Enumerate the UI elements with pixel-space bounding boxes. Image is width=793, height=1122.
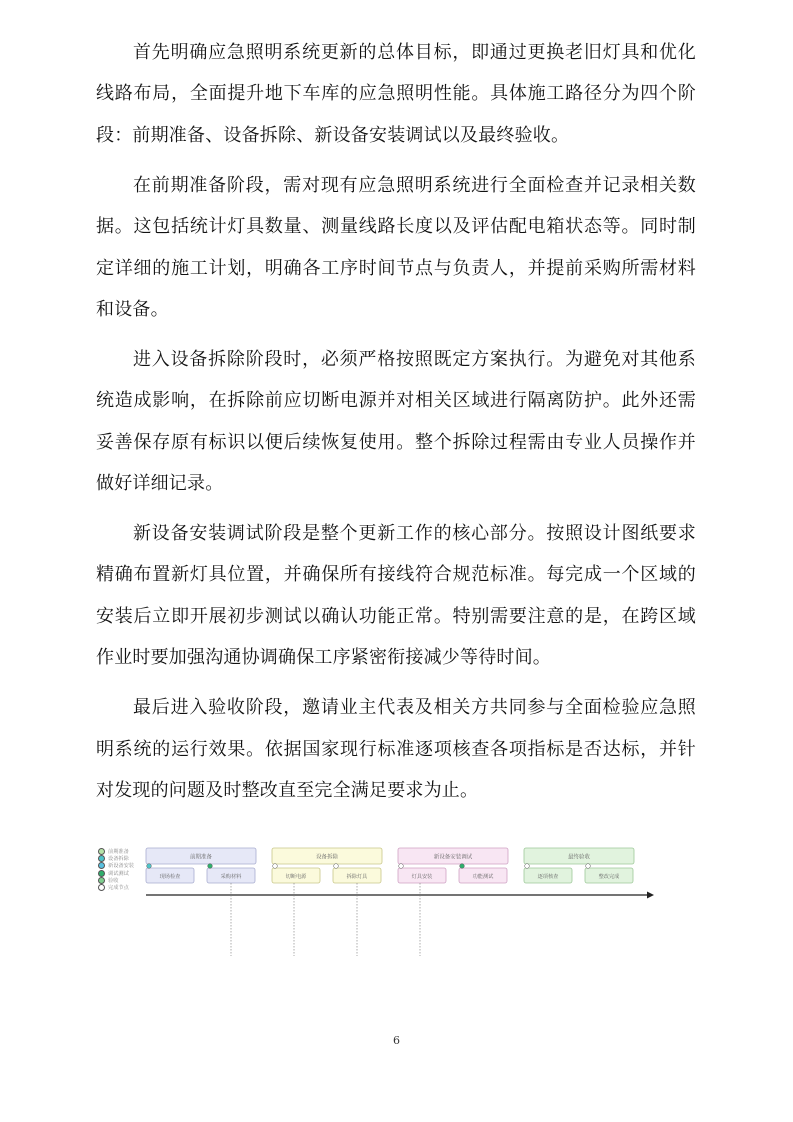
- construction-timeline-diagram: [90, 838, 660, 964]
- timeline-arrow-icon: [647, 892, 654, 899]
- phases-layer: [146, 848, 634, 956]
- legend-label: 新设备安装: [108, 863, 134, 870]
- phase-label: 前期准备: [189, 854, 213, 861]
- paragraph-1: 首先明确应急照明系统更新的总体目标，即通过更换老旧灯具和优化线路布局，全面提升地下车库的应急照明性能。具体施工路径分为四个阶段：前期准备、设备拆除、新设备安装调试以及最终验收。: [96, 42, 696, 146]
- task-marker-icon: [208, 864, 213, 869]
- page-number: 6: [393, 1034, 400, 1047]
- body-text: [96, 32, 696, 820]
- phase-label: 新设备安装调试: [433, 854, 473, 861]
- phase-label: 设备拆除: [315, 854, 339, 861]
- legend-label: 设备拆除: [108, 856, 129, 863]
- paragraph-5: 最后进入验收阶段，邀请业主代表及相关方共同参与全面检验应急照明系统的运行效果。依据国家现行标准逐项核查各项指标是否达标，并针对发现的问题及时整改直至完全满足要求为止。: [96, 697, 696, 801]
- task-label: 逐项核查: [537, 874, 559, 880]
- task-marker-icon: [525, 864, 530, 869]
- paragraph-2: 在前期准备阶段，需对现有应急照明系统进行全面检查并记录相关数据。这包括统计灯具数量、测量线路长度以及评估配电箱状态等。同时制定详细的施工计划，明确各工序时间节点与负责人，并提前采购所需材料和设备。: [96, 174, 696, 320]
- paragraph-4: 新设备安装调试阶段是整个更新工作的核心部分。按照设计图纸要求精确布置新灯具位置，并确保所有接线符合规范标准。每完成一个区域的安装后立即开展初步测试以确认功能正常。特别需要注意的是，在跨区域作业时要加强沟通协调确保工序紧密衔接减少等待时间。: [96, 522, 696, 669]
- legend-label: 验收: [108, 877, 119, 884]
- task-marker-icon: [586, 864, 591, 869]
- legend-label: 调试测试: [108, 870, 129, 877]
- task-label: 功能测试: [472, 874, 494, 880]
- task-marker-icon: [460, 864, 465, 869]
- task-marker-icon: [147, 864, 152, 869]
- legend-label: 完成节点: [108, 885, 129, 892]
- task-label: 切断电源: [285, 874, 307, 880]
- legend-label: 前期准备: [108, 849, 129, 856]
- task-label: 灯具安装: [411, 874, 433, 880]
- task-marker-icon: [273, 864, 278, 869]
- phase-group: [398, 848, 508, 883]
- task-label: 采购材料: [220, 874, 242, 880]
- phase-label: 最终验收: [567, 854, 591, 861]
- task-marker-icon: [399, 864, 404, 869]
- phase-group: [272, 848, 382, 883]
- task-label: 拆除灯具: [346, 874, 368, 880]
- task-marker-icon: [334, 864, 339, 869]
- phase-group: [146, 848, 256, 883]
- timeline-graphic: [90, 838, 660, 964]
- phase-group: [524, 848, 634, 883]
- task-label: 现场检查: [159, 874, 181, 880]
- task-label: 整改完成: [598, 874, 620, 880]
- paragraph-3: 进入设备拆除阶段时，必须严格按照既定方案执行。为避免对其他系统造成影响，在拆除前应切断电源并对相关区域进行隔离防护。此外还需妥善保存原有标识以便后续恢复使用。整个拆除过程需由专业人员操作并做好详细记录。: [96, 348, 696, 495]
